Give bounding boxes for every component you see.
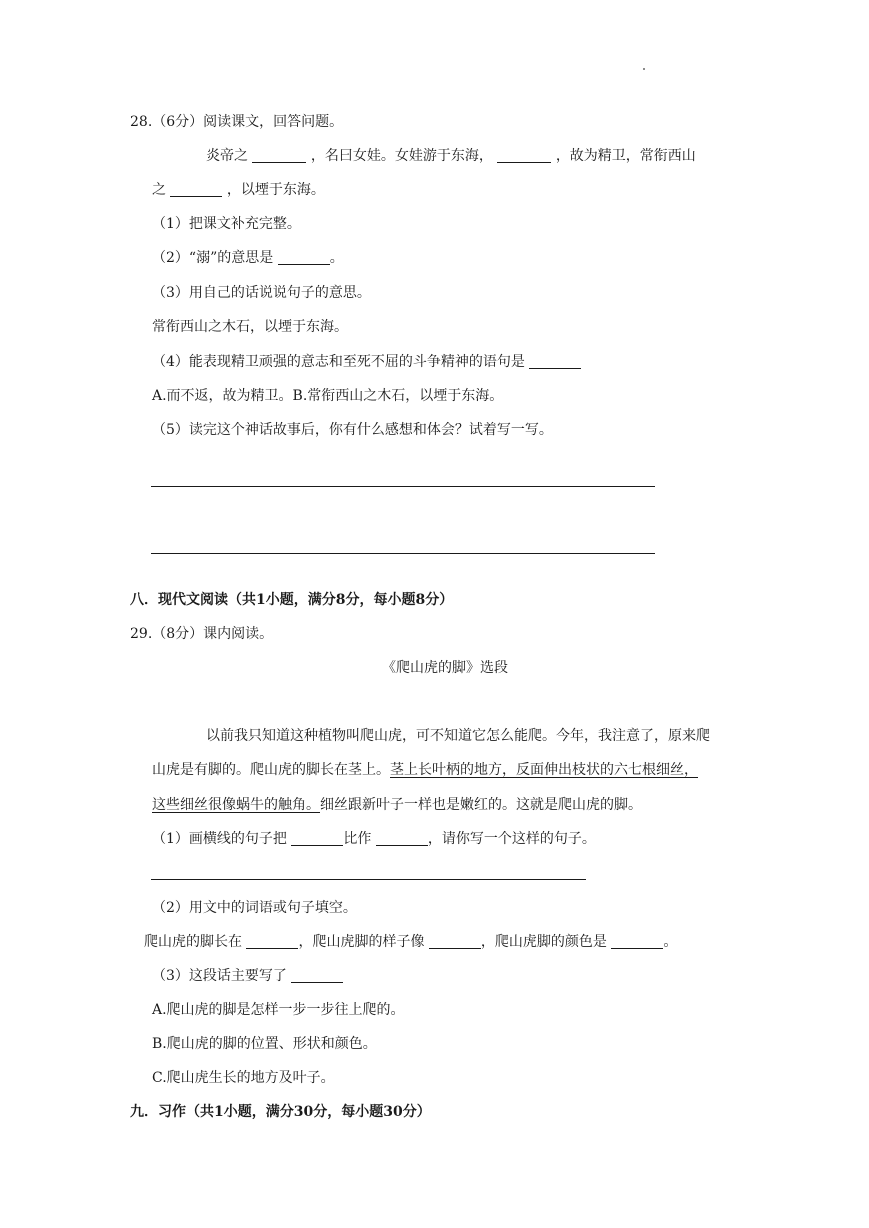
q29-title: 《爬山虎的脚》选段 xyxy=(382,660,508,676)
q29-sub3: （3）这段话主要写了 xyxy=(152,966,343,986)
section-9-heading: 九．习作（共1小题，满分30分，每小题30分） xyxy=(130,1104,431,1120)
answer-blank[interactable] xyxy=(376,831,428,846)
q29-option-a: A.爬山虎的脚是怎样一步一步往上爬的。 xyxy=(152,1002,405,1018)
q28-sub3-sentence: 常衔西山之木石，以堙于东海。 xyxy=(152,319,348,335)
answer-line[interactable] xyxy=(151,486,655,487)
q28-sub4-options: A.而不返，故为精卫。B.常衔西山之木石，以堙于东海。 xyxy=(152,388,504,404)
answer-blank[interactable] xyxy=(252,148,306,163)
q29-para-line1: 以前我只知道这种植物叫爬山虎，可不知道它怎么能爬。今年，我注意了，原来爬 xyxy=(206,728,710,744)
q28-sub1: （1）把课文补充完整。 xyxy=(152,216,301,232)
answer-blank[interactable] xyxy=(170,182,222,197)
answer-blank[interactable] xyxy=(291,968,343,983)
q28-sub5: （5）读完这个神话故事后，你有什么感想和体会？试着写一写。 xyxy=(152,422,553,438)
answer-blank[interactable] xyxy=(497,148,551,163)
q29-para-line3: 这些细丝很像蜗牛的触角。细丝跟新叶子一样也是嫩红的。这就是爬山虎的脚。 xyxy=(152,797,642,813)
underlined-sentence: 这些细丝很像蜗牛的触角。 xyxy=(152,797,320,813)
answer-blank[interactable] xyxy=(291,831,343,846)
q28-sub4: （4）能表现精卫顽强的意志和至死不屈的斗争精神的语句是 xyxy=(152,352,581,372)
answer-blank[interactable] xyxy=(246,934,298,949)
q29-heading: 29.（8分）课内阅读。 xyxy=(130,626,274,642)
q29-sub2-fill: 爬山虎的脚长在 ，爬山虎脚的样子像 ，爬山虎脚的颜色是 。 xyxy=(144,934,678,950)
underlined-sentence: 茎上长叶柄的地方，反面伸出枝状的六七根细丝， xyxy=(390,762,698,778)
q28-heading: 28.（6分）阅读课文，回答问题。 xyxy=(130,114,344,130)
q28-passage-line1: 炎帝之 ，名曰女娃。女娃游于东海， ，故为精卫，常衔西山 xyxy=(206,148,696,164)
answer-line[interactable] xyxy=(151,553,655,554)
page-mark xyxy=(643,68,645,70)
q28-sub3: （3）用自己的话说说句子的意思。 xyxy=(152,285,371,301)
answer-blank[interactable] xyxy=(611,934,663,949)
section-8-heading: 八．现代文阅读（共1小题，满分8分，每小题8分） xyxy=(130,592,454,608)
answer-blank[interactable] xyxy=(278,250,330,265)
answer-blank[interactable] xyxy=(429,934,481,949)
q29-option-b: B.爬山虎的脚的位置、形状和颜色。 xyxy=(152,1036,377,1052)
q29-option-c: C.爬山虎生长的地方及叶子。 xyxy=(152,1070,335,1086)
q28-passage-line2: 之 ，以堙于东海。 xyxy=(152,182,325,198)
q29-para-line2: 山虎是有脚的。爬山虎的脚长在茎上。茎上长叶柄的地方，反面伸出枝状的六七根细丝， xyxy=(152,762,698,778)
q29-sub2: （2）用文中的词语或句子填空。 xyxy=(152,900,357,916)
answer-blank[interactable] xyxy=(529,354,581,369)
q29-sub1: （1）画横线的句子把 比作 ，请你写一个这样的句子。 xyxy=(152,831,596,847)
q28-sub2: （2）“溺”的意思是 。 xyxy=(152,250,344,266)
answer-line[interactable] xyxy=(151,879,586,880)
